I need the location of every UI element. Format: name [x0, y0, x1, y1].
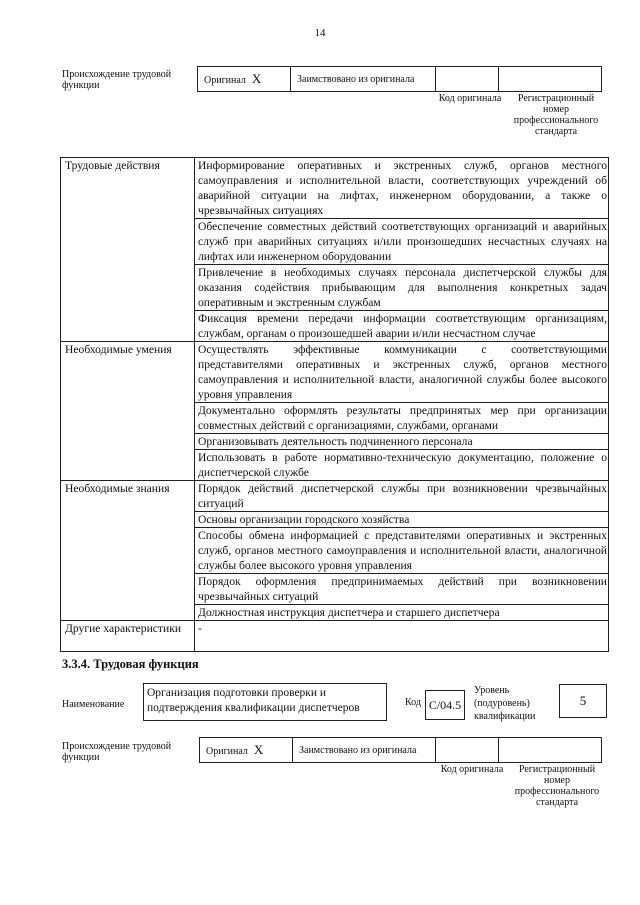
original-cell	[198, 67, 291, 92]
table-cell: Информирование оперативных и экстренных служб, органов местного самоуправления и исполнительной власти, соответствующих учреждений об аварийной ситуации на лифтах, инженерном оборудовании, а также о чрезвычайных ситуациях	[195, 158, 609, 219]
code-label: Код	[405, 697, 421, 708]
table-cell: Порядок действий диспетчерской службы при возникновении чрезвычайных ситуаций	[195, 481, 609, 512]
table-cell: Организовывать деятельность подчиненного персонала	[195, 434, 609, 450]
table-cell: Фиксация времени передачи информации соответствующим организациям, службам, органам о произошедшей аварии и/или несчастном случае	[195, 311, 609, 342]
level-value: 5	[559, 684, 607, 718]
page-number: 14	[314, 27, 326, 39]
reg-cell	[499, 67, 602, 92]
table-cell: Использовать в работе нормативно-техническую документацию, положение о диспетчерской службе	[195, 450, 609, 481]
function-table	[60, 157, 609, 652]
table-cell: Основы организации городского хозяйства	[195, 512, 609, 528]
original-mark: X	[253, 742, 264, 757]
code-cell	[436, 67, 499, 92]
table-row	[61, 342, 609, 403]
table-row	[61, 158, 609, 219]
origin-table	[199, 737, 602, 763]
table-cell: Привлечение в необходимых случаях персонала диспетчерской службы для оказания содействия прибывающим для выполнения конкретных задач оперативным и экстренным службам	[195, 265, 609, 311]
table-cell: Должностная инструкция диспетчера и старшего диспетчера	[195, 605, 609, 621]
origin-table	[197, 66, 602, 92]
table-cell: Порядок оформления предпринимаемых действий при возникновении чрезвычайных ситуаций	[195, 574, 609, 605]
table-row	[61, 621, 609, 652]
table-cell: Документально оформлять результаты предпринятых мер при организации совместных действий с организациями, службами, органами	[195, 403, 609, 434]
reg-cell	[499, 738, 602, 763]
original-label: Оригинал	[204, 75, 246, 86]
row-header: Трудовые действия	[61, 158, 195, 342]
table-cell: Обеспечение совместных действий соответствующих организаций и аварийных служб при аварийных ситуациях и/или произошедших несчастных случаях на лифтах или инженерном оборудовании	[195, 219, 609, 265]
origin-label: Происхождение трудовой функции	[62, 69, 172, 91]
table-cell: Осуществлять эффективные коммуникации с соответствующими представителями оперативных и экстренных служб, органов местного самоуправления и исполнительной власти, аналогичной службы более высокого уровня управления	[195, 342, 609, 403]
code-cell	[436, 738, 499, 763]
name-value: Организация подготовки проверки и подтверждения квалификации диспетчеров	[143, 683, 387, 721]
row-header: Другие характеристики	[61, 621, 195, 652]
original-cell	[200, 738, 293, 763]
name-label: Наименование	[62, 699, 125, 710]
row-header: Необходимые умения	[61, 342, 195, 481]
table-cell: -	[195, 621, 609, 652]
borrowed-cell: Заимствовано из оригинала	[293, 738, 436, 763]
table-row	[61, 481, 609, 512]
code-caption: Код оригинала	[438, 93, 502, 104]
code-caption: Код оригинала	[440, 764, 504, 775]
borrowed-cell: Заимствовано из оригинала	[291, 67, 436, 92]
origin-label: Происхождение трудовой функции	[62, 741, 172, 763]
code-value: C/04.5	[425, 690, 465, 720]
table-cell: Способы обмена информацией с представителями оперативных и экстренных служб, органов местного самоуправления и исполнительной власти, аналогичной службы более высокого уровня управления	[195, 528, 609, 574]
original-label: Оригинал	[206, 746, 248, 757]
reg-caption: Регистрационный номер профессионального стандарта	[513, 93, 599, 137]
row-header: Необходимые знания	[61, 481, 195, 621]
level-label: Уровень (подуровень) квалификации	[474, 685, 536, 722]
original-mark: X	[251, 71, 262, 86]
section-title: 3.3.4. Трудовая функция	[62, 657, 199, 671]
reg-caption: Регистрационный номер профессионального стандарта	[514, 764, 600, 808]
